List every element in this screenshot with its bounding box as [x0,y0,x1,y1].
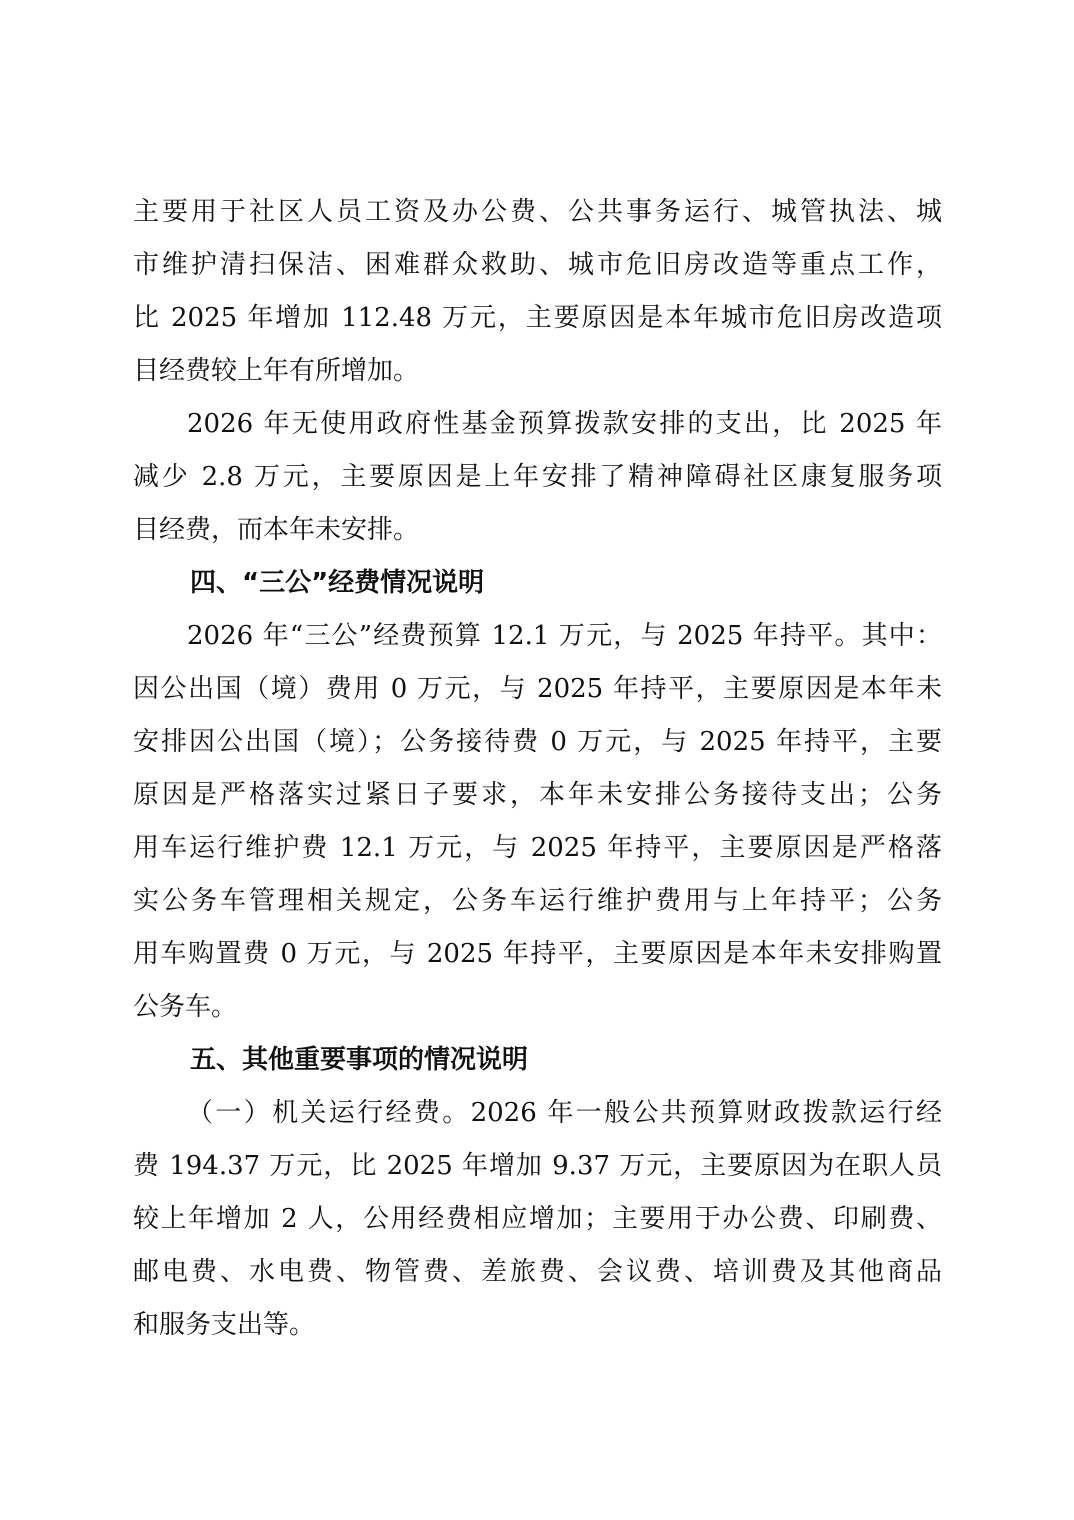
section-heading-other-matters: 五、其他重要事项的情况说明 [190,1045,529,1075]
text-line: 安排因公出国（境）；公务接待费 0 万元，与 2025 年持平，主要 [133,727,942,757]
text-line: 用车运行维护费 12.1 万元，与 2025 年持平，主要原因是严格落 [133,833,942,863]
text-line: 因公出国（境）费用 0 万元，与 2025 年持平，主要原因是本年未 [133,674,942,704]
text-line: 减少 2.8 万元，主要原因是上年安排了精神障碍社区康复服务项 [133,462,942,492]
text-line: 公务车。 [133,992,238,1022]
text-line: 市维护清扫保洁、困难群众救助、城市危旧房改造等重点工作， [133,250,942,280]
text-line: 实公务车管理相关规定，公务车运行维护费用与上年持平；公务 [133,886,942,916]
document-page [133,186,942,1352]
text-line: 2026 年无使用政府性基金预算拨款安排的支出，比 2025 年 [187,409,942,439]
section-heading-three-public: 四、“三公”经费情况说明 [190,568,485,598]
text-line: 目经费较上年有所增加。 [133,356,420,386]
text-line: 目经费，而本年未安排。 [133,515,420,545]
text-line: 较上年增加 2 人，公用经费相应增加；主要用于办公费、印刷费、 [133,1204,942,1234]
text-line: 原因是严格落实过紧日子要求，本年未安排公务接待支出；公务 [133,780,942,810]
text-line: 邮电费、水电费、物管费、差旅费、会议费、培训费及其他商品 [133,1257,942,1287]
text-line: 和服务支出等。 [133,1310,316,1340]
text-line: 主要用于社区人员工资及办公费、公共事务运行、城管执法、城 [133,197,942,227]
text-line: 费 194.37 万元，比 2025 年增加 9.37 万元，主要原因为在职人员 [133,1151,942,1181]
text-line: 2026 年“三公”经费预算 12.1 万元，与 2025 年持平。其中： [187,621,942,651]
paragraph-government-fund [133,398,942,557]
paragraph-three-public-expenses [133,610,942,1034]
paragraph-community-expenses [133,186,942,398]
text-line: （一）机关运行经费。2026 年一般公共预算财政拨款运行经 [187,1098,942,1128]
text-line: 比 2025 年增加 112.48 万元，主要原因是本年城市危旧房改造项 [133,303,942,333]
paragraph-operating-expenses [133,1087,942,1352]
text-line: 用车购置费 0 万元，与 2025 年持平，主要原因是本年未安排购置 [133,939,942,969]
